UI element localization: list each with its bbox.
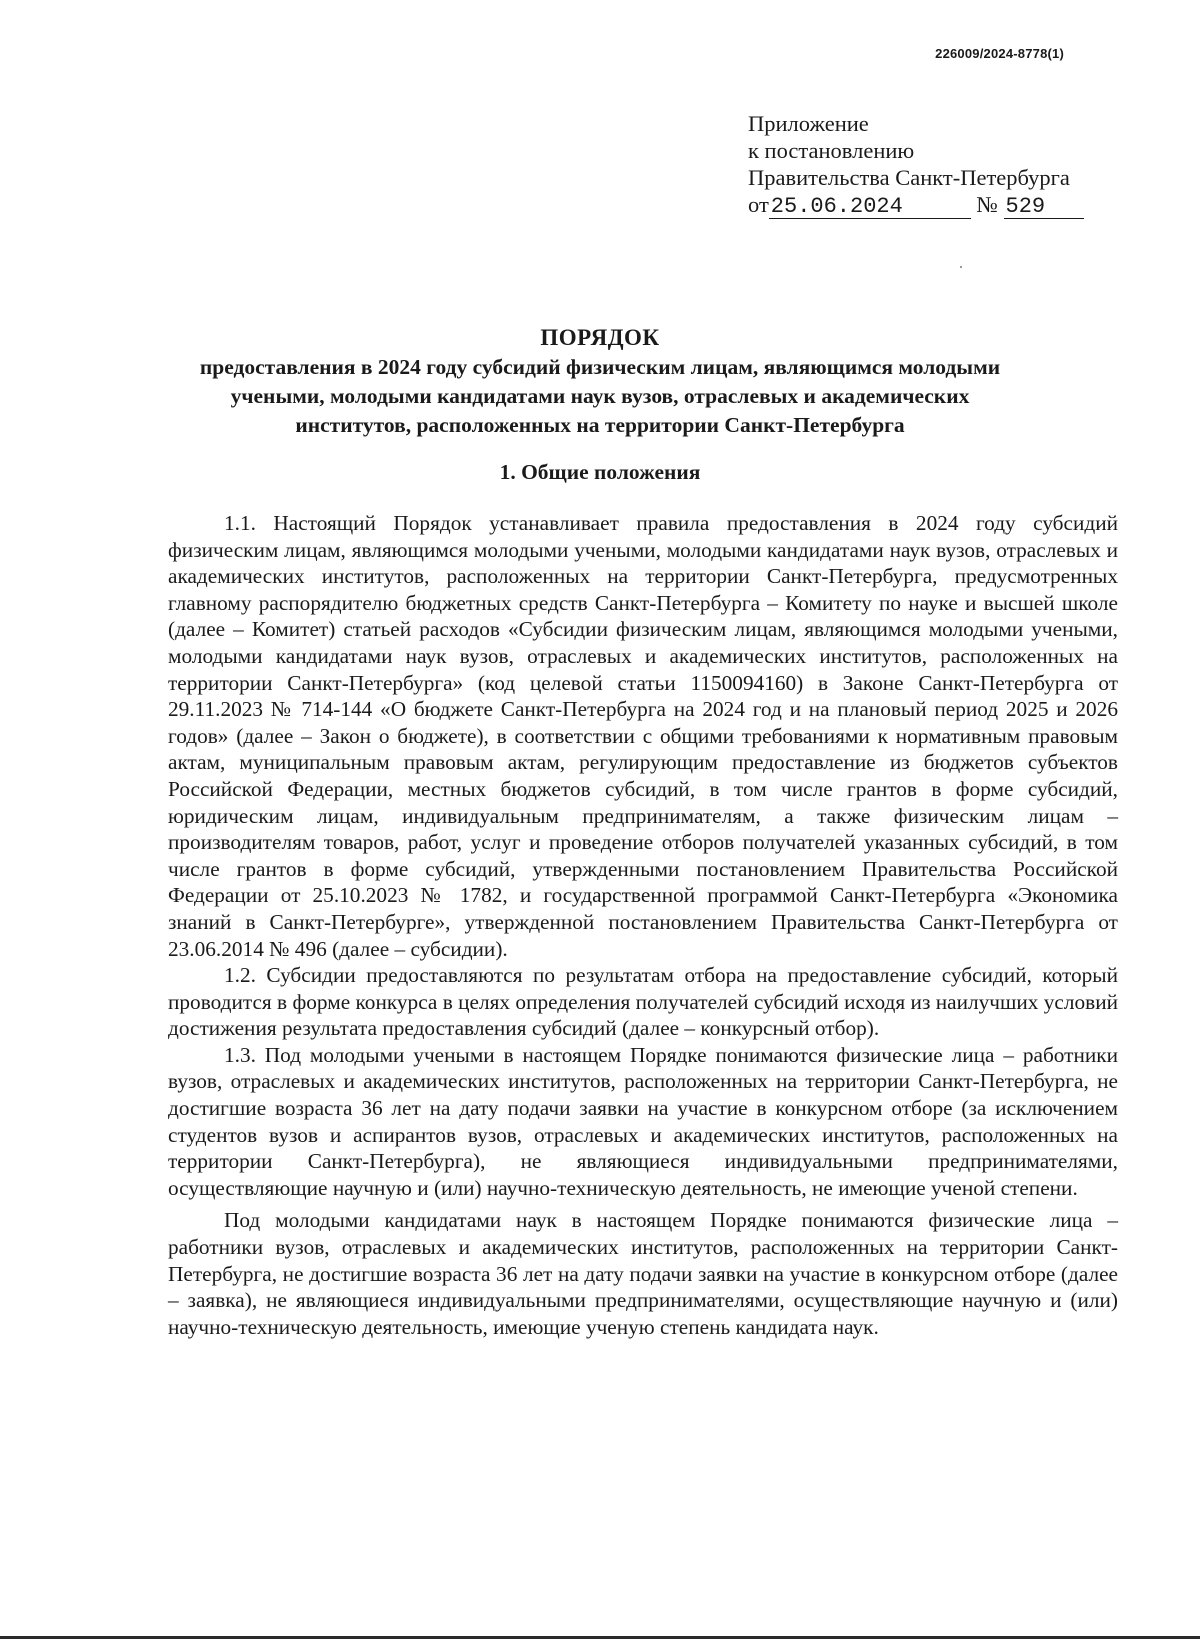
appendix-block [748,110,1084,219]
appendix-government: Правительства Санкт-Петербурга [748,165,1070,190]
document-registration-number: 226009/2024-8778(1) [935,46,1064,61]
paragraph-1-1: 1.1. Настоящий Порядок устанавливает правила предоставления в 2024 году субсидий физическим лицам, являющимся молодыми учеными, молодыми кандидатами наук вузов, отраслевых и академических институтов, расположенных на территории Санкт-Петербурга, предусмотренных главному распорядителю бюджетных средств Санкт-Петербурга – Комитету по науке и высшей школе (далее – Комитет) статьей расходов «Субсидии физическим лицам, являющимся молодыми учеными, молодыми кандидатами наук вузов, отраслевых и академических институтов, расположенных на территории Санкт-Петербурга» (код целевой статьи 1150094160) в Законе Санкт-Петербурга от 29.11.2023 № 714-144 «О бюджете Санкт-Петербурга на 2024 год и на плановый период 2025 и 2026 годов» (далее – Закон о бюджете), в соответствии с общими требованиями к нормативным правовым актам, муниципальным правовым актам, регулирующим предоставление из бюджетов субъектов Российской Федерации, местных бюджетов субсидий, в том числе грантов в форме субсидий, юридическим лицам, индивидуальным предпринимателям, а также физическим лицам – производителям товаров, работ, услуг и проведение отборов получателей указанных субсидий, в том числе грантов в форме субсидий, утвержденными постановлением Правительства Российской Федерации от 25.10.2023 № 1782, и государственной программой Санкт-Петербурга «Экономика знаний в Санкт-Петербурге», утвержденной постановлением Правительства Санкт-Петербурга от 23.06.2014 № 496 (далее – субсидии). [168,511,1118,961]
resolution-number: 529 [1004,196,1084,219]
document-subtitle-line-2: учеными, молодыми кандидатами наук вузов, отраслевых и академических [230,384,970,408]
document-title: ПОРЯДОК [540,325,660,350]
resolution-date: 25.06.2024 [769,196,971,219]
appendix-label: Приложение [748,111,869,136]
paragraph-1-2: 1.2. Субсидии предоставляются по результатам отбора на предоставление субсидий, который проводится в форме конкурса в целях определения получателей субсидий исходя из наилучших условий достижения результата предоставления субсидий (далее – конкурсный отбор). [168,963,1118,1041]
number-prefix: № [976,192,998,217]
section-body [168,510,1118,1340]
document-title-block [0,324,1200,439]
paragraph-1-3-candidates: Под молодыми кандидатами наук в настоящем Порядке понимаются физические лица – работники вузов, отраслевых и академических институтов, расположенных на территории Санкт-Петербурга, не достигшие возраста 36 лет на дату подачи заявки на участие в конкурсном отборе (далее – заявка), не являющиеся индивидуальными предпринимателями, осуществляющие научную и (или) научно-техническую деятельность, имеющие ученую степень кандидата наук. [168,1208,1118,1339]
date-prefix: от [748,192,769,217]
paragraph-1-3: 1.3. Под молодыми учеными в настоящем Порядке понимаются физические лица – работники вузов, отраслевых и академических институтов, расположенных на территории Санкт-Петербурга, не достигшие возраста 36 лет на дату подачи заявки на участие в конкурсном отборе (за исключением студентов вузов и аспирантов вузов, отраслевых и академических институтов, расположенных на территории Санкт-Петербурга), не являющиеся индивидуальными предпринимателями, осуществляющие научную и (или) научно-техническую деятельность, не имеющие ученой степени. [168,1042,1118,1200]
scan-speck [960,266,962,268]
document-subtitle-line-1: предоставления в 2024 году субсидий физическим лицам, являющимся молодыми [199,355,1001,379]
appendix-to-resolution: к постановлению [748,138,915,163]
document-subtitle-line-3: институтов, расположенных на территории Санкт-Петербурга [295,413,905,437]
section-heading: 1. Общие положения [499,460,701,484]
appendix-date-line [748,191,1084,219]
